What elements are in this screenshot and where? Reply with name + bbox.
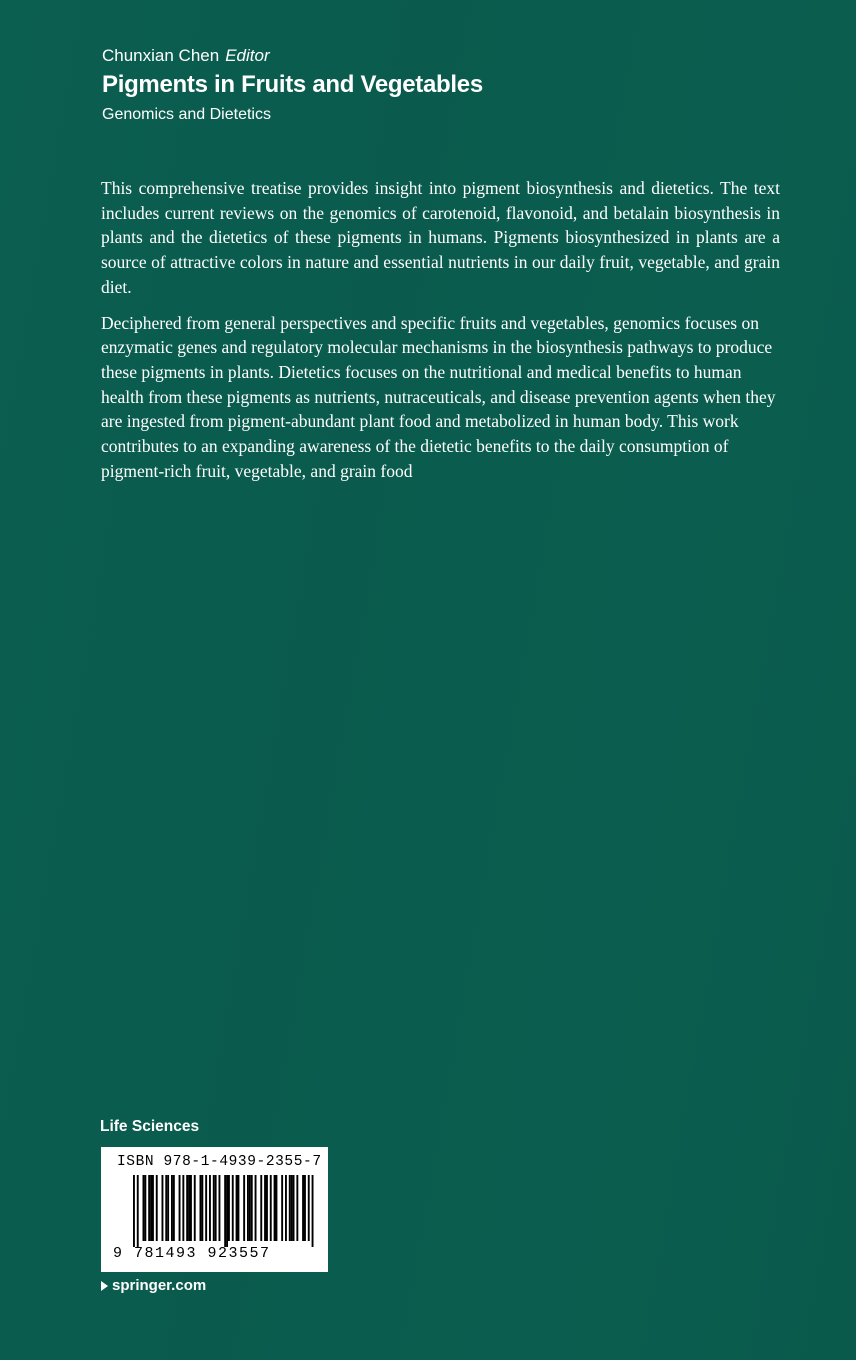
barcode-bar	[224, 1175, 226, 1247]
barcode-bar	[293, 1175, 295, 1241]
barcode-bar	[188, 1175, 190, 1241]
barcode-bar	[264, 1175, 266, 1241]
isbn-label: ISBN 978-1-4939-2355-7	[117, 1154, 322, 1170]
barcode-digits: 9 781493 923557	[113, 1245, 271, 1262]
barcode-bar	[238, 1175, 240, 1241]
barcode-bar	[213, 1175, 215, 1241]
barcode-bar	[201, 1175, 203, 1241]
barcode-bar	[156, 1175, 158, 1241]
barcode-bar	[260, 1175, 262, 1241]
triangle-right-icon	[101, 1281, 108, 1291]
barcode-bar	[148, 1175, 150, 1241]
website-link[interactable]	[101, 1277, 206, 1294]
barcode-bar	[249, 1175, 251, 1241]
book-subtitle: Genomics and Dietetics	[102, 106, 271, 123]
barcode-bar	[137, 1175, 139, 1247]
barcode-bar	[291, 1175, 293, 1241]
barcode-bar	[312, 1175, 314, 1247]
barcode-bar	[302, 1175, 304, 1241]
barcode-bar	[308, 1175, 310, 1241]
barcode-bar	[162, 1175, 164, 1241]
barcode-bar	[205, 1175, 207, 1241]
barcode-bar	[285, 1175, 287, 1241]
barcode-bar	[289, 1175, 291, 1241]
website-text: springer.com	[112, 1277, 207, 1294]
barcode-bar	[182, 1175, 184, 1241]
barcode-bar	[215, 1175, 217, 1241]
barcode-bar	[270, 1175, 272, 1241]
blurb-paragraph: Deciphered from general perspectives and specific fruits and vegetables, genomics focuses on enzymatic genes and regulatory molecular mechanisms in the biosynthesis pathways to produce these pigments in plants. Dietetics focuses on the nutritional and medical benefits to human health from these pigments as nutrients, nutraceuticals, and disease prevention agents when they are ingested from pigment-abundant plant food and metabolized in human body. This work contributes to an expanding awareness of the dietetic benefits to the daily consumption of pigment-rich fruit, vegetable, and grain food	[101, 312, 776, 481]
barcode-bar	[200, 1175, 202, 1241]
barcode-bar	[143, 1175, 145, 1241]
barcode-bar	[133, 1175, 135, 1247]
editor-line	[102, 44, 483, 68]
barcode-bar	[190, 1175, 192, 1241]
blurb	[101, 176, 780, 494]
barcode-bar	[226, 1175, 228, 1247]
barcode-bar	[276, 1175, 278, 1241]
barcode-bar	[281, 1175, 283, 1241]
barcode-bar	[243, 1175, 245, 1241]
barcode-bar	[304, 1175, 306, 1241]
barcode-bar	[251, 1175, 253, 1241]
barcode-bar	[171, 1175, 173, 1241]
barcode-bar	[165, 1175, 167, 1241]
editor-name: Chunxian Chen	[102, 46, 220, 65]
barcode-bar	[236, 1175, 238, 1241]
barcode-bar	[150, 1175, 152, 1241]
cover-header	[102, 44, 483, 126]
barcode-bar	[247, 1175, 249, 1241]
barcode-bar	[274, 1175, 276, 1241]
barcode-bar	[296, 1175, 298, 1241]
barcode-bar	[173, 1175, 175, 1241]
barcode-bar	[209, 1175, 211, 1241]
editor-role: Editor	[225, 46, 270, 65]
barcode-bar	[255, 1175, 257, 1241]
barcode-bar	[219, 1175, 221, 1241]
barcode-bar	[266, 1175, 268, 1241]
blurb-paragraph: This comprehensive treatise provides insight into pigment biosynthesis and dietetics. The text includes current reviews on the genomics of carotenoid, flavonoid, and betalain biosynthesis in plants and the dietetics of these pigments in humans. Pigments biosynthesized in plants are a source of attractive colors in nature and essential nutrients in our daily fruit, vegetable, and grain diet.	[101, 178, 780, 297]
barcode-bar	[144, 1175, 146, 1241]
subject-category: Life Sciences	[100, 1118, 200, 1135]
book-title: Pigments in Fruits and Vegetables	[102, 71, 483, 98]
isbn-barcode	[101, 1147, 328, 1272]
barcode-bar	[167, 1175, 169, 1241]
barcode-bar	[152, 1175, 154, 1241]
barcode-bar	[179, 1175, 181, 1241]
barcode-bar	[228, 1175, 230, 1241]
barcode-bar	[232, 1175, 234, 1241]
barcode-bar	[186, 1175, 188, 1241]
barcode-bar	[194, 1175, 196, 1241]
